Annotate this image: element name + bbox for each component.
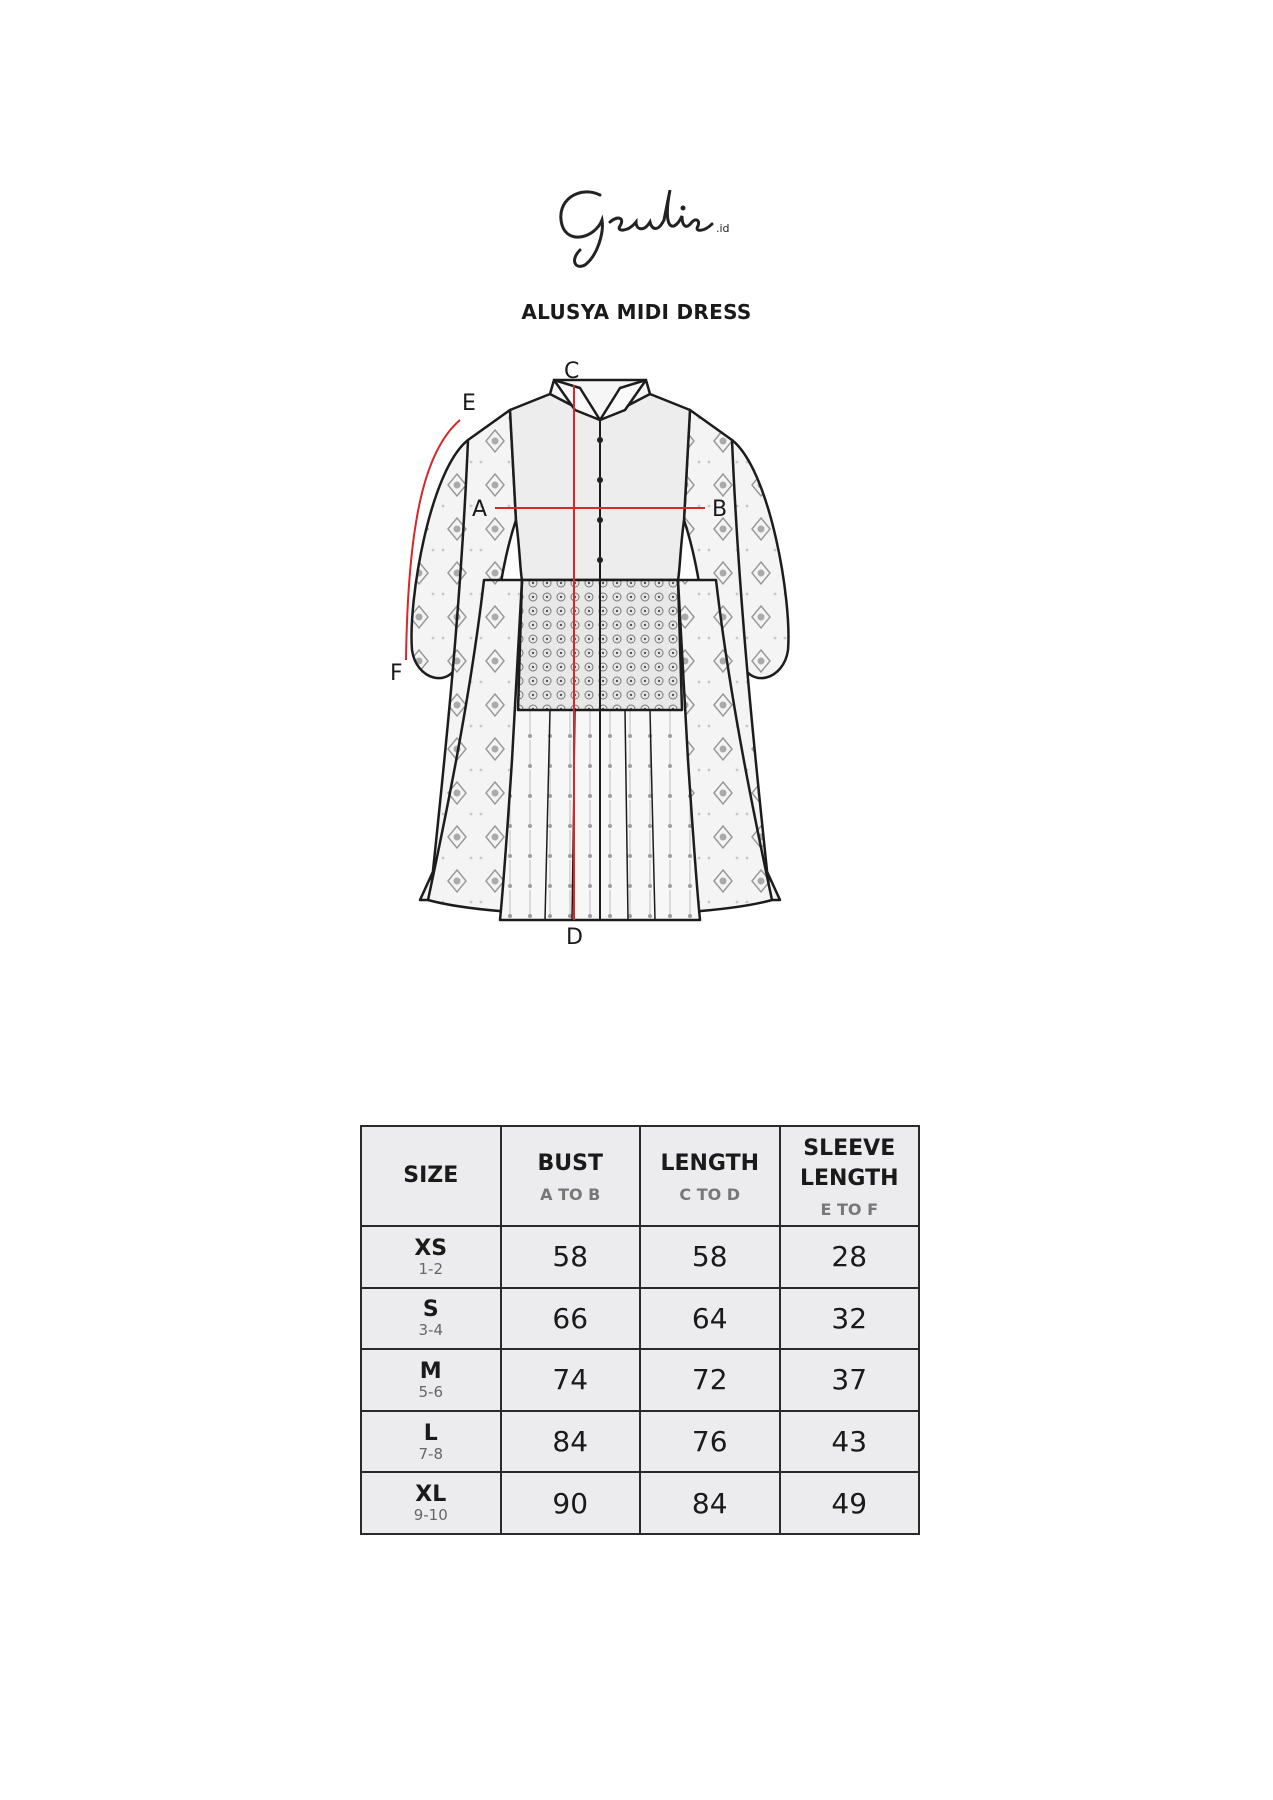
brand-suffix: .id bbox=[716, 222, 730, 235]
marker-f: F bbox=[390, 661, 403, 686]
size-cell bbox=[361, 1411, 501, 1473]
marker-b: B bbox=[712, 497, 728, 522]
header-bust-sub: A TO B bbox=[540, 1184, 601, 1204]
sleeve-value: 43 bbox=[831, 1425, 868, 1459]
sleeve-cell bbox=[780, 1288, 920, 1350]
length-value: 84 bbox=[691, 1486, 728, 1520]
header-sleeve bbox=[780, 1126, 920, 1226]
size-code: M bbox=[419, 1358, 442, 1384]
marker-a: A bbox=[472, 497, 488, 522]
header-bust bbox=[501, 1126, 641, 1226]
marker-d: D bbox=[566, 925, 583, 950]
table-row bbox=[361, 1472, 919, 1534]
brand-logo-mark bbox=[540, 160, 740, 270]
header-size-label: SIZE bbox=[403, 1163, 459, 1188]
size-code: L bbox=[423, 1420, 438, 1446]
table-row bbox=[361, 1226, 919, 1288]
table-row bbox=[361, 1411, 919, 1473]
sleeve-cell bbox=[780, 1411, 920, 1473]
page-title: ALUSYA MIDI DRESS bbox=[521, 300, 752, 324]
sleeve-cell bbox=[780, 1472, 920, 1534]
table-row bbox=[361, 1349, 919, 1411]
bust-cell bbox=[501, 1349, 641, 1411]
sleeve-value: 32 bbox=[831, 1301, 868, 1335]
length-value: 58 bbox=[691, 1240, 728, 1274]
dress-diagram bbox=[390, 359, 800, 1080]
sleeve-value: 49 bbox=[831, 1486, 868, 1520]
header-size bbox=[361, 1126, 501, 1226]
bust-cell bbox=[501, 1472, 641, 1534]
length-value: 72 bbox=[691, 1363, 728, 1397]
table-header-row bbox=[361, 1126, 919, 1226]
header-length bbox=[640, 1126, 780, 1226]
size-age: 5-6 bbox=[418, 1382, 443, 1401]
bust-cell bbox=[501, 1411, 641, 1473]
size-age: 7-8 bbox=[418, 1444, 443, 1463]
bust-value: 90 bbox=[552, 1486, 589, 1520]
length-cell bbox=[640, 1349, 780, 1411]
size-code: S bbox=[422, 1297, 439, 1323]
dress-illustration bbox=[412, 380, 789, 920]
size-cell bbox=[361, 1472, 501, 1534]
length-cell bbox=[640, 1288, 780, 1350]
size-age: 9-10 bbox=[413, 1506, 448, 1525]
size-age: 1-2 bbox=[418, 1259, 443, 1278]
marker-c: C bbox=[564, 359, 580, 384]
size-age: 3-4 bbox=[418, 1321, 443, 1340]
bust-value: 84 bbox=[552, 1425, 589, 1459]
table-row bbox=[361, 1288, 919, 1350]
header-length-label: LENGTH bbox=[660, 1150, 760, 1176]
length-cell bbox=[640, 1226, 780, 1288]
bust-cell bbox=[501, 1288, 641, 1350]
length-cell bbox=[640, 1472, 780, 1534]
sleeve-cell bbox=[780, 1349, 920, 1411]
marker-e: E bbox=[462, 391, 476, 416]
header-sleeve-label: SLEEVE LENGTH bbox=[799, 1135, 899, 1191]
sleeve-value: 28 bbox=[831, 1240, 868, 1274]
bust-value: 58 bbox=[552, 1240, 589, 1274]
sleeve-cell bbox=[780, 1226, 920, 1288]
size-chart-table bbox=[360, 1125, 920, 1535]
length-cell bbox=[640, 1411, 780, 1473]
size-cell bbox=[361, 1226, 501, 1288]
length-value: 76 bbox=[691, 1425, 728, 1459]
header-sleeve-sub: E TO F bbox=[820, 1199, 878, 1219]
sleeve-value: 37 bbox=[831, 1363, 868, 1397]
bust-value: 74 bbox=[552, 1363, 589, 1397]
header-bust-label: BUST bbox=[537, 1150, 603, 1176]
bust-value: 66 bbox=[552, 1301, 589, 1335]
size-cell bbox=[361, 1288, 501, 1350]
size-code: XS bbox=[414, 1235, 448, 1261]
brand-logo bbox=[540, 160, 740, 270]
header-length-sub: C TO D bbox=[679, 1184, 741, 1204]
size-cell bbox=[361, 1349, 501, 1411]
length-value: 64 bbox=[691, 1301, 728, 1335]
size-code: XL bbox=[415, 1482, 447, 1508]
bust-cell bbox=[501, 1226, 641, 1288]
